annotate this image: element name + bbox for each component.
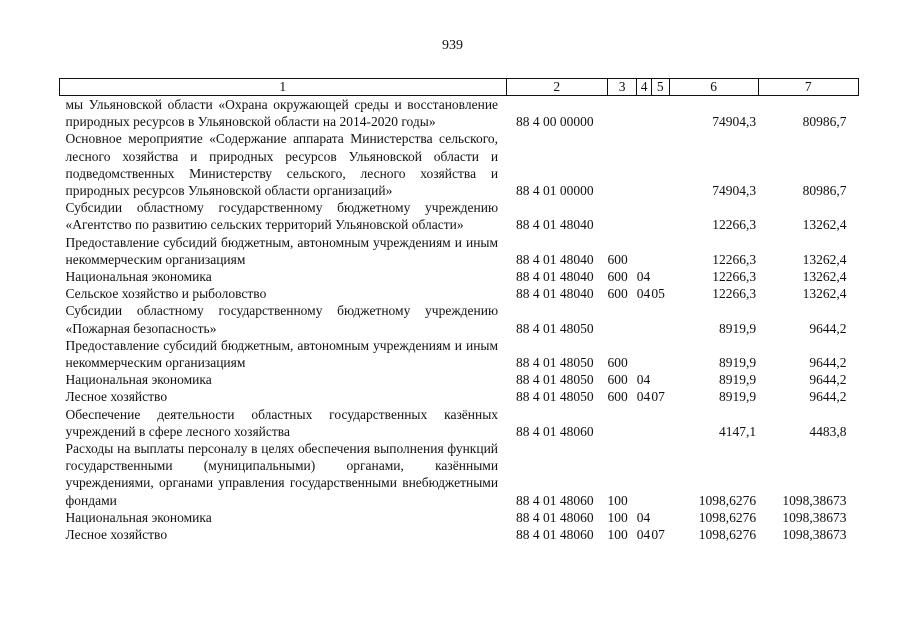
table-row <box>60 509 859 526</box>
row-code: 88 4 01 48040 <box>516 286 594 302</box>
row-code: 88 4 01 48060 <box>516 509 594 525</box>
row-rz: 04 <box>636 286 651 302</box>
column-header: 4 <box>637 79 652 96</box>
row-sum-col7: 80986,7 <box>802 183 847 199</box>
row-vr: 100 <box>607 492 628 508</box>
table-row <box>60 526 859 543</box>
row-code: 88 4 01 48050 <box>516 372 594 388</box>
row-sum-col6: 1098,6276 <box>698 509 757 525</box>
table-row <box>60 440 859 509</box>
row-sum-col7: 1098,38673 <box>782 492 847 508</box>
row-rz: 04 <box>636 372 651 388</box>
row-code: 88 4 01 48040 <box>516 217 594 233</box>
row-sum-col7: 4483,8 <box>809 423 847 439</box>
row-sum-col6: 8919,9 <box>718 389 757 405</box>
table-row <box>60 371 859 388</box>
row-code: 88 4 01 48050 <box>516 355 594 371</box>
row-vr: 100 <box>607 527 628 543</box>
row-code: 88 4 01 48050 <box>516 320 594 336</box>
row-code: 88 4 01 48040 <box>516 251 594 267</box>
row-sum-col7: 13262,4 <box>802 269 847 285</box>
table-header-row <box>60 79 859 96</box>
row-rz <box>637 130 652 199</box>
row-sum-col7: 13262,4 <box>802 251 847 267</box>
table-row <box>60 96 859 131</box>
row-pr <box>651 96 669 131</box>
column-header: 5 <box>651 79 669 96</box>
row-name: Национальная экономика <box>65 269 212 285</box>
row-vr: 600 <box>607 269 628 285</box>
row-sum-col6: 74904,3 <box>712 114 757 130</box>
row-vr: 600 <box>607 251 628 267</box>
row-rz: 04 <box>636 269 651 285</box>
row-rz: 04 <box>636 509 651 525</box>
row-name: Субсидии областному государственному бюджетному учреждению «Агентство по развитию сельских территорий Ульяновской области» <box>65 200 499 233</box>
column-header: 3 <box>607 79 636 96</box>
budget-table <box>59 78 859 543</box>
row-name: Предоставление субсидий бюджетным, автономным учреждениям и иным некоммерческим организациям <box>65 337 499 371</box>
row-name: Лесное хозяйство <box>65 389 168 405</box>
row-pr: 07 <box>651 527 665 543</box>
row-sum-col7: 80986,7 <box>802 114 847 130</box>
row-vr <box>607 96 636 131</box>
row-code: 88 4 01 48040 <box>516 269 594 285</box>
row-sum-col6: 12266,3 <box>712 269 757 285</box>
row-vr <box>607 302 636 336</box>
row-code: 88 4 01 48060 <box>516 492 594 508</box>
row-sum-col7: 13262,4 <box>802 286 847 302</box>
row-vr: 600 <box>607 372 628 388</box>
row-vr: 100 <box>607 509 628 525</box>
row-sum-col7: 9644,2 <box>809 355 847 371</box>
page-number: 939 <box>442 38 463 53</box>
row-code: 88 4 01 48060 <box>516 527 594 543</box>
row-sum-col6: 74904,3 <box>712 183 757 199</box>
row-pr <box>651 371 669 388</box>
row-sum-col7: 9644,2 <box>809 372 847 388</box>
row-pr <box>651 509 669 526</box>
row-rz: 04 <box>636 527 651 543</box>
table-row <box>60 337 859 371</box>
row-sum-col7: 13262,4 <box>802 217 847 233</box>
row-rz <box>637 199 652 233</box>
column-header: 7 <box>758 79 858 96</box>
row-sum-col6: 1098,6276 <box>698 527 757 543</box>
row-pr <box>651 199 669 233</box>
row-sum-col6: 12266,3 <box>712 217 757 233</box>
row-pr <box>651 234 669 268</box>
row-vr <box>607 130 636 199</box>
row-sum-col7: 9644,2 <box>809 320 847 336</box>
row-name: Национальная экономика <box>65 372 212 388</box>
row-name: Предоставление субсидий бюджетным, автономным учреждениям и иным некоммерческим организациям <box>65 234 499 267</box>
table-row <box>60 268 859 285</box>
row-sum-col6: 8919,9 <box>718 372 757 388</box>
row-sum-col6: 8919,9 <box>718 320 757 336</box>
row-name: Основное мероприятие «Содержание аппарата Министерства сельского, лесного хозяйства и природных ресурсов Ульяновской области и подведомственных Министерству сельского, лесного хозяйства и природных ресурсов Ульяновской области организаций» <box>65 131 499 199</box>
table-body <box>60 96 859 544</box>
row-vr: 600 <box>607 286 628 302</box>
row-vr: 600 <box>607 389 628 405</box>
row-rz <box>637 234 652 268</box>
row-pr <box>651 130 669 199</box>
row-pr <box>651 302 669 336</box>
table-row <box>60 406 859 440</box>
column-header: 2 <box>506 79 607 96</box>
row-name: Субсидии областному государственному бюджетному учреждению «Пожарная безопасность» <box>65 303 499 336</box>
column-header: 1 <box>60 79 507 96</box>
row-rz <box>637 302 652 336</box>
row-name: Национальная экономика <box>65 509 212 525</box>
row-code: 88 4 01 48060 <box>516 423 594 439</box>
row-pr: 07 <box>651 389 665 405</box>
row-code: 88 4 01 00000 <box>516 183 594 199</box>
row-name: Лесное хозяйство <box>65 527 168 543</box>
row-sum-col6: 4147,1 <box>718 423 757 439</box>
row-sum-col7: 9644,2 <box>809 389 847 405</box>
table-row <box>60 130 859 199</box>
table-row <box>60 302 859 336</box>
row-code: 88 4 01 48050 <box>516 389 594 405</box>
row-pr <box>651 406 669 440</box>
row-pr <box>651 268 669 285</box>
row-pr <box>651 337 669 371</box>
row-name: Сельское хозяйство и рыболовство <box>65 286 267 302</box>
row-vr <box>607 199 636 233</box>
row-vr: 600 <box>607 355 628 371</box>
column-header: 6 <box>669 79 758 96</box>
table-row <box>60 285 859 302</box>
row-sum-col7: 1098,38673 <box>782 527 847 543</box>
row-rz: 04 <box>636 389 651 405</box>
row-code: 88 4 00 00000 <box>516 114 594 130</box>
table-row <box>60 234 859 268</box>
row-sum-col6: 12266,3 <box>712 251 757 267</box>
row-sum-col6: 8919,9 <box>718 355 757 371</box>
row-name: Расходы на выплаты персоналу в целях обеспечения выполнения функций государственными (муниципальными) органами, казёнными учреждениями, органами управления государственными внебюджетными фондами <box>65 441 499 508</box>
row-name: Обеспечение деятельности областных государственных казённых учреждений в сфере лесного хозяйства <box>65 406 499 439</box>
row-rz <box>637 406 652 440</box>
table-row <box>60 199 859 233</box>
row-name: мы Ульяновской области «Охрана окружающей среды и восстановление природных ресурсов в Ульяновской области на 2014-2020 годы» <box>65 97 499 130</box>
row-pr: 05 <box>651 286 665 302</box>
row-rz <box>637 96 652 131</box>
row-rz <box>637 440 652 509</box>
row-sum-col7: 1098,38673 <box>782 509 847 525</box>
table-row <box>60 388 859 405</box>
row-vr <box>607 406 636 440</box>
row-sum-col6: 12266,3 <box>712 286 757 302</box>
row-pr <box>651 440 669 509</box>
row-rz <box>637 337 652 371</box>
row-sum-col6: 1098,6276 <box>698 492 757 508</box>
